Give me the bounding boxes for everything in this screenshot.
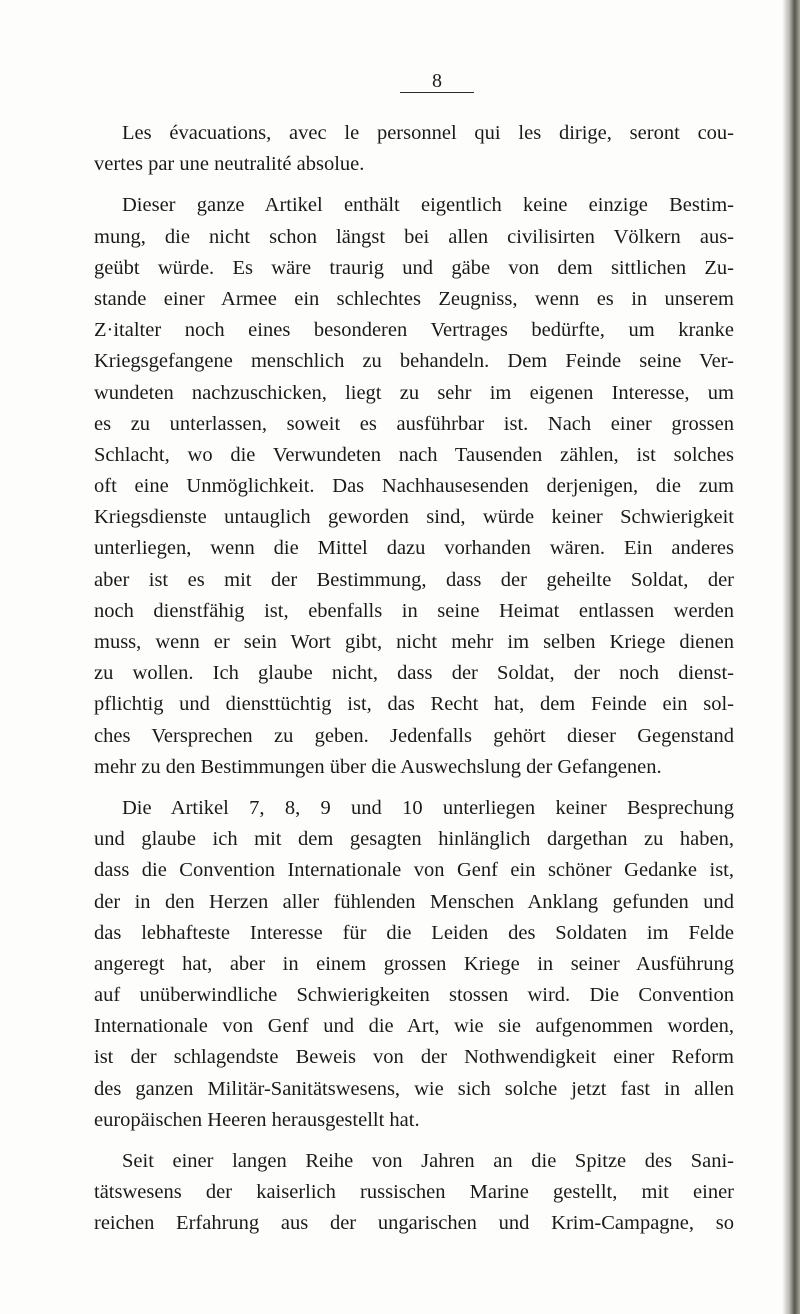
- paragraph-4: [94, 1146, 734, 1240]
- text-line: tätswesens der kaiserlich russischen Marine gestellt, mit einer: [94, 1181, 734, 1204]
- text-line: muss, wenn er sein Wort gibt, nicht mehr im selben Kriege dienen: [94, 631, 734, 653]
- text-line: Seit einer langen Reihe von Jahren an die Spitze des Sani-: [122, 1150, 734, 1172]
- text-line: aber ist es mit der Bestimmung, dass der geheilte Soldat, der: [94, 568, 734, 591]
- text-line: der in den Herzen aller fühlenden Menschen Anklang gefunden und: [94, 890, 734, 913]
- text-line: pflichtig und diensttüchtig ist, das Recht hat, dem Feinde ein sol-: [94, 693, 734, 716]
- text-line: europäischen Heeren herausgestellt hat.: [94, 1108, 420, 1131]
- text-line: dass die Convention Internationale von Genf ein schöner Gedanke ist,: [94, 859, 734, 882]
- text-line: ches Versprechen zu geben. Jedenfalls gehört dieser Gegenstand: [94, 724, 734, 747]
- text-line: geübt würde. Es wäre traurig und gäbe von dem sittlichen Zu-: [94, 256, 734, 279]
- text-line: stande einer Armee ein schlechtes Zeugniss, wenn es in unserem: [94, 287, 734, 310]
- text-line: wundeten nachzuschicken, liegt zu sehr im eigenen Interesse, um: [94, 381, 734, 404]
- paragraph-1: [94, 118, 734, 180]
- text-line: Les évacuations, avec le personnel qui les dirige, seront cou-: [122, 122, 734, 144]
- page-number: 8: [400, 70, 474, 93]
- text-line: oft eine Unmöglichkeit. Das Nachhausesenden derjenigen, die zum: [94, 475, 734, 498]
- text-line: mehr zu den Bestimmungen über die Auswechslung der Gefangenen.: [94, 755, 662, 778]
- text-line: angeregt hat, aber in einem grossen Kriege in seiner Ausführung: [94, 952, 734, 975]
- page-edge-shadow: [782, 0, 800, 1314]
- text-line: das lebhafteste Interesse für die Leiden des Soldaten im Felde: [94, 921, 734, 944]
- text-line: Schlacht, wo die Verwundeten nach Tausenden zählen, ist solches: [94, 443, 734, 466]
- paragraph-3: [94, 793, 734, 1136]
- text-line: Dieser ganze Artikel enthält eigentlich keine einzige Bestim-: [122, 194, 734, 217]
- text-line: auf unüberwindliche Schwierigkeiten stossen wird. Die Convention: [94, 984, 734, 1007]
- text-line: unterliegen, wenn die Mittel dazu vorhanden wären. Ein anderes: [94, 537, 734, 560]
- text-line: mung, die nicht schon längst bei allen civilisirten Völkern aus-: [94, 225, 734, 248]
- text-line: zu wollen. Ich glaube nicht, dass der Soldat, der noch dienst-: [94, 662, 734, 685]
- text-line: reichen Erfahrung aus der ungarischen und Krim-Campagne, so: [94, 1212, 734, 1235]
- text-line: ist der schlagendste Beweis von der Nothwendigkeit einer Reform: [94, 1046, 734, 1069]
- text-line: Die Artikel 7, 8, 9 und 10 unterliegen keiner Besprechung: [122, 796, 734, 819]
- body-text: [94, 118, 734, 1240]
- text-line: noch dienstfähig ist, ebenfalls in seine Heimat entlassen werden: [94, 599, 734, 622]
- text-line: des ganzen Militär-Sanitätswesens, wie sich solche jetzt fast in allen: [94, 1077, 734, 1100]
- text-line: Kriegsdienste untauglich geworden sind, würde keiner Schwierigkeit: [94, 506, 734, 529]
- text-line: es zu unterlassen, soweit es ausführbar ist. Nach einer grossen: [94, 412, 734, 435]
- text-line: Z·italter noch eines besonderen Vertrages bedürfte, um kranke: [94, 319, 734, 342]
- text-line: Kriegsgefangene menschlich zu behandeln. Dem Feinde seine Ver-: [94, 350, 734, 373]
- paragraph-2: [94, 190, 734, 783]
- text-line: vertes par une neutralité absolue.: [94, 153, 365, 176]
- text-line: Internationale von Genf und die Art, wie sie aufgenommen worden,: [94, 1015, 734, 1038]
- text-line: und glaube ich mit dem gesagten hinlänglich dargethan zu haben,: [94, 828, 734, 851]
